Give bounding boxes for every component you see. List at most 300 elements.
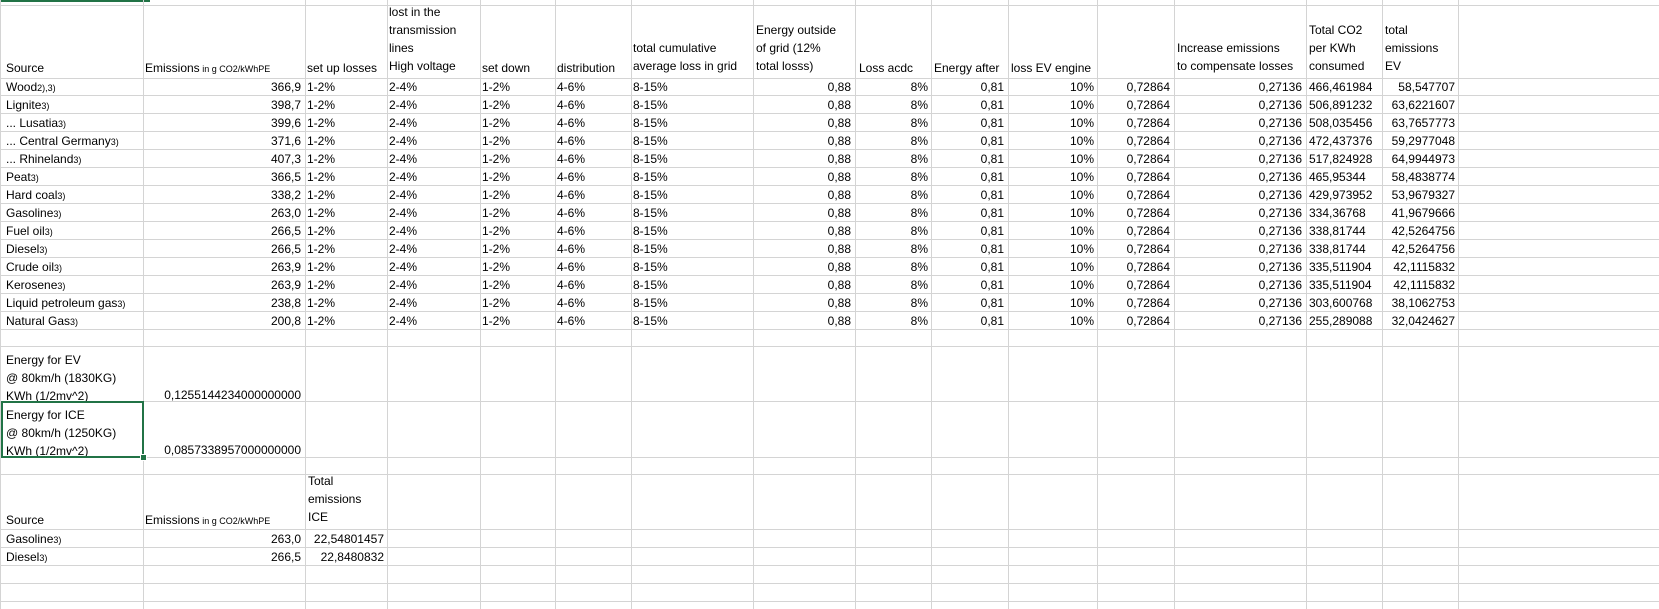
cell-total-emissions[interactable]: 63,7657773 bbox=[1391, 116, 1455, 130]
cell-loss-acdc[interactable]: 8% bbox=[910, 116, 928, 130]
cell-cumulative[interactable]: 8-15% bbox=[633, 242, 668, 256]
cell-high-voltage[interactable]: 2-4% bbox=[389, 170, 418, 184]
header-high-voltage[interactable]: lines bbox=[389, 41, 414, 55]
cell-total-co2[interactable]: 335,511904 bbox=[1309, 260, 1372, 274]
cell-setup[interactable]: 1-2% bbox=[307, 260, 336, 274]
cell-cumulative[interactable]: 8-15% bbox=[633, 170, 668, 184]
cell-factor[interactable]: 0,72864 bbox=[1126, 260, 1170, 274]
table-row-source[interactable] bbox=[6, 242, 47, 257]
cell-factor[interactable]: 0,72864 bbox=[1126, 80, 1170, 94]
ice-header-total[interactable]: emissions bbox=[308, 492, 362, 506]
cell-increase[interactable]: 0,27136 bbox=[1258, 170, 1302, 184]
cell-set-down[interactable]: 1-2% bbox=[482, 116, 511, 130]
header-increase-emissions[interactable]: Increase emissions bbox=[1177, 41, 1280, 55]
source-name: Fuel oil bbox=[6, 224, 45, 238]
cell-total-co2[interactable]: 429,973952 bbox=[1309, 188, 1373, 202]
ice-header-total[interactable]: ICE bbox=[308, 510, 329, 524]
footnote-marker: 3) bbox=[58, 119, 67, 129]
cell-set-down[interactable]: 1-2% bbox=[482, 188, 511, 202]
row-gridline bbox=[0, 257, 1659, 258]
cell-loss-ev[interactable]: 10% bbox=[1069, 134, 1094, 148]
cell-setup[interactable]: 1-2% bbox=[307, 206, 336, 220]
cell-emissions[interactable]: 263,9 bbox=[270, 260, 301, 274]
cell-cumulative[interactable]: 8-15% bbox=[633, 98, 668, 112]
cell-energy-outside[interactable]: 0,88 bbox=[827, 170, 851, 184]
cell-distribution[interactable]: 4-6% bbox=[557, 80, 586, 94]
cell-high-voltage[interactable]: 2-4% bbox=[389, 278, 418, 292]
source-name: Wood bbox=[6, 80, 38, 94]
header-high-voltage[interactable]: lost in the bbox=[389, 5, 441, 19]
header-total-co2[interactable]: Total CO2 bbox=[1309, 23, 1363, 37]
cell-energy-after[interactable]: 0,81 bbox=[980, 224, 1004, 238]
row-gridline bbox=[0, 203, 1659, 204]
cell-distribution[interactable]: 4-6% bbox=[557, 170, 586, 184]
cell-emissions[interactable]: 366,9 bbox=[270, 80, 301, 94]
cell-factor[interactable]: 0,72864 bbox=[1126, 134, 1170, 148]
cell-loss-ev[interactable]: 10% bbox=[1069, 242, 1094, 256]
cell-factor[interactable]: 0,72864 bbox=[1126, 188, 1170, 202]
cell-total-co2[interactable]: 334,36768 bbox=[1309, 206, 1366, 220]
cell-high-voltage[interactable]: 2-4% bbox=[389, 314, 418, 328]
source-name: Liquid petroleum gas bbox=[6, 296, 118, 310]
cell-loss-ev[interactable]: 10% bbox=[1069, 152, 1094, 166]
table-row-source[interactable] bbox=[6, 296, 125, 311]
active-cell-selection[interactable] bbox=[1, 401, 144, 458]
cell-loss-ev[interactable]: 10% bbox=[1069, 98, 1094, 112]
cell-cumulative[interactable]: 8-15% bbox=[633, 224, 668, 238]
cell-distribution[interactable]: 4-6% bbox=[557, 134, 586, 148]
cell-loss-ev[interactable]: 10% bbox=[1069, 278, 1094, 292]
cell-loss-acdc[interactable]: 8% bbox=[910, 242, 928, 256]
footnote-marker: 2),3) bbox=[37, 83, 56, 93]
table-row-source[interactable] bbox=[6, 152, 81, 167]
cell-loss-acdc[interactable]: 8% bbox=[910, 152, 928, 166]
cell-energy-outside[interactable]: 0,88 bbox=[827, 224, 851, 238]
cell-emissions[interactable]: 398,7 bbox=[270, 98, 301, 112]
ev-energy-label[interactable]: KWh (1/2mv^2) bbox=[6, 389, 89, 403]
cell-emissions[interactable]: 266,5 bbox=[270, 224, 301, 238]
cell-total-emissions[interactable]: 38,1062753 bbox=[1391, 296, 1455, 310]
footnote-marker: 3) bbox=[70, 317, 79, 327]
ice-cell-total[interactable]: 22,8480832 bbox=[320, 550, 384, 564]
row-gridline bbox=[0, 167, 1659, 168]
cell-total-emissions[interactable]: 58,4838774 bbox=[1391, 170, 1455, 184]
cell-energy-after[interactable]: 0,81 bbox=[980, 296, 1004, 310]
cell-total-emissions[interactable]: 42,5264756 bbox=[1391, 242, 1455, 256]
header-energy-outside[interactable]: of grid (12% bbox=[756, 41, 821, 55]
cell-total-co2[interactable]: 466,461984 bbox=[1309, 80, 1373, 94]
footnote-marker: 3) bbox=[54, 263, 63, 273]
cell-emissions[interactable]: 266,5 bbox=[270, 242, 301, 256]
row-gridline bbox=[0, 131, 1659, 132]
footnote-marker: 3) bbox=[53, 535, 62, 545]
cell-emissions[interactable]: 200,8 bbox=[270, 314, 301, 328]
cell-energy-after[interactable]: 0,81 bbox=[980, 170, 1004, 184]
header-distribution[interactable]: distribution bbox=[557, 61, 616, 75]
cell-energy-outside[interactable]: 0,88 bbox=[827, 116, 851, 130]
ice-energy-label[interactable]: Energy for ICE bbox=[6, 408, 85, 422]
cell-energy-outside[interactable]: 0,88 bbox=[827, 80, 851, 94]
table-row-source[interactable] bbox=[6, 80, 56, 95]
column-gridline bbox=[387, 0, 388, 609]
ev-energy-label[interactable]: Energy for EV bbox=[6, 353, 81, 367]
cell-total-co2[interactable]: 508,035456 bbox=[1309, 116, 1373, 130]
cell-cumulative[interactable]: 8-15% bbox=[633, 314, 668, 328]
cell-loss-ev[interactable]: 10% bbox=[1069, 296, 1094, 310]
cell-increase[interactable]: 0,27136 bbox=[1258, 134, 1302, 148]
header-setup-losses[interactable]: set up losses bbox=[307, 61, 378, 75]
cell-high-voltage[interactable]: 2-4% bbox=[389, 152, 418, 166]
cell-loss-ev[interactable]: 10% bbox=[1069, 170, 1094, 184]
cell-energy-after[interactable]: 0,81 bbox=[980, 98, 1004, 112]
cell-loss-acdc[interactable]: 8% bbox=[910, 278, 928, 292]
cell-setup[interactable]: 1-2% bbox=[307, 80, 336, 94]
cell-cumulative[interactable]: 8-15% bbox=[633, 116, 668, 130]
cell-increase[interactable]: 0,27136 bbox=[1258, 314, 1302, 328]
cell-high-voltage[interactable]: 2-4% bbox=[389, 80, 418, 94]
ice-energy-label[interactable]: @ 80km/h (1250KG) bbox=[6, 426, 117, 440]
cell-distribution[interactable]: 4-6% bbox=[557, 260, 586, 274]
row-gridline bbox=[0, 221, 1659, 222]
row-gridline bbox=[0, 5, 1659, 6]
ev-energy-value[interactable]: 0,1255144234000000000 bbox=[164, 388, 301, 402]
source-name: Gasoline bbox=[6, 532, 54, 546]
header-increase-emissions[interactable]: to compensate losses bbox=[1177, 59, 1294, 73]
table-row-source[interactable] bbox=[6, 134, 119, 149]
header-total-emissions-ev[interactable]: EV bbox=[1385, 59, 1402, 73]
cell-loss-ev[interactable]: 10% bbox=[1069, 116, 1094, 130]
table-row-source[interactable] bbox=[6, 314, 78, 329]
cell-emissions[interactable]: 407,3 bbox=[270, 152, 301, 166]
table-row-source[interactable] bbox=[6, 224, 53, 239]
ice-header-total[interactable]: Total bbox=[308, 474, 334, 488]
cell-setup[interactable]: 1-2% bbox=[307, 314, 336, 328]
cell-total-emissions[interactable]: 42,5264756 bbox=[1391, 224, 1455, 238]
footnote-marker: 3) bbox=[57, 191, 66, 201]
cell-cumulative[interactable]: 8-15% bbox=[633, 296, 668, 310]
cell-set-down[interactable]: 1-2% bbox=[482, 314, 511, 328]
cell-total-emissions[interactable]: 42,1115832 bbox=[1393, 260, 1455, 274]
cell-energy-after[interactable]: 0,81 bbox=[980, 278, 1004, 292]
cell-energy-outside[interactable]: 0,88 bbox=[827, 152, 851, 166]
column-gridline bbox=[1458, 0, 1459, 609]
column-gridline bbox=[631, 0, 632, 609]
cell-factor[interactable]: 0,72864 bbox=[1126, 224, 1170, 238]
cell-setup[interactable]: 1-2% bbox=[307, 296, 336, 310]
cell-increase[interactable]: 0,27136 bbox=[1258, 260, 1302, 274]
ice-cell-total[interactable]: 22,54801457 bbox=[313, 532, 384, 546]
table-row-source[interactable] bbox=[6, 98, 49, 113]
header-total-emissions-ev[interactable]: emissions bbox=[1385, 41, 1439, 55]
cell-set-down[interactable]: 1-2% bbox=[482, 224, 511, 238]
footnote-marker: 3) bbox=[39, 245, 48, 255]
header-energy-after[interactable]: Energy after bbox=[934, 61, 1000, 75]
cell-energy-outside[interactable]: 0,88 bbox=[827, 134, 851, 148]
cell-factor[interactable]: 0,72864 bbox=[1126, 206, 1170, 220]
cell-total-co2[interactable]: 517,824928 bbox=[1309, 152, 1373, 166]
cell-factor[interactable]: 0,72864 bbox=[1126, 278, 1170, 292]
cell-factor[interactable]: 0,72864 bbox=[1126, 98, 1170, 112]
cell-total-co2[interactable]: 338,81744 bbox=[1309, 224, 1366, 238]
cell-set-down[interactable]: 1-2% bbox=[482, 80, 511, 94]
cell-emissions[interactable]: 338,2 bbox=[270, 188, 301, 202]
cell-increase[interactable]: 0,27136 bbox=[1258, 188, 1302, 202]
cell-loss-ev[interactable]: 10% bbox=[1069, 314, 1094, 328]
cell-loss-ev[interactable]: 10% bbox=[1069, 188, 1094, 202]
cell-loss-ev[interactable]: 10% bbox=[1069, 206, 1094, 220]
cell-setup[interactable]: 1-2% bbox=[307, 242, 336, 256]
ice-header-emissions[interactable] bbox=[145, 513, 270, 528]
cell-setup[interactable]: 1-2% bbox=[307, 152, 336, 166]
cell-total-emissions[interactable]: 58,547707 bbox=[1398, 80, 1455, 94]
cell-energy-outside[interactable]: 0,88 bbox=[827, 242, 851, 256]
cell-increase[interactable]: 0,27136 bbox=[1258, 278, 1302, 292]
row-gridline bbox=[0, 78, 1659, 79]
cell-set-down[interactable]: 1-2% bbox=[482, 278, 511, 292]
table-row-source[interactable] bbox=[6, 206, 61, 221]
row-gridline bbox=[0, 547, 1659, 548]
cell-high-voltage[interactable]: 2-4% bbox=[389, 116, 418, 130]
cell-energy-outside[interactable]: 0,88 bbox=[827, 188, 851, 202]
cell-increase[interactable]: 0,27136 bbox=[1258, 296, 1302, 310]
header-energy-outside[interactable]: total losss) bbox=[756, 59, 814, 73]
cell-total-emissions[interactable]: 63,6221607 bbox=[1391, 98, 1455, 112]
cell-setup[interactable]: 1-2% bbox=[307, 134, 336, 148]
ice-cell-emissions[interactable]: 266,5 bbox=[270, 550, 301, 564]
cell-high-voltage[interactable]: 2-4% bbox=[389, 98, 418, 112]
cell-set-down[interactable]: 1-2% bbox=[482, 134, 511, 148]
footnote-marker: 3) bbox=[73, 155, 82, 165]
cell-set-down[interactable]: 1-2% bbox=[482, 170, 511, 184]
cell-total-co2[interactable]: 255,289088 bbox=[1309, 314, 1373, 328]
cell-total-co2[interactable]: 338,81744 bbox=[1309, 242, 1366, 256]
cell-high-voltage[interactable]: 2-4% bbox=[389, 188, 418, 202]
cell-setup[interactable]: 1-2% bbox=[307, 170, 336, 184]
header-source[interactable]: Source bbox=[6, 61, 45, 75]
cell-total-co2[interactable]: 303,600768 bbox=[1309, 296, 1373, 310]
cell-set-down[interactable]: 1-2% bbox=[482, 242, 511, 256]
cell-factor[interactable]: 0,72864 bbox=[1126, 242, 1170, 256]
row-gridline bbox=[0, 95, 1659, 96]
cell-setup[interactable]: 1-2% bbox=[307, 278, 336, 292]
cell-factor[interactable]: 0,72864 bbox=[1126, 116, 1170, 130]
cell-factor[interactable]: 0,72864 bbox=[1126, 296, 1170, 310]
source-name: ... Rhineland bbox=[6, 152, 74, 166]
cell-factor[interactable]: 0,72864 bbox=[1126, 314, 1170, 328]
cell-energy-after[interactable]: 0,81 bbox=[980, 134, 1004, 148]
cell-total-co2[interactable]: 465,95344 bbox=[1309, 170, 1366, 184]
cell-total-emissions[interactable]: 41,9679666 bbox=[1391, 206, 1455, 220]
cell-set-down[interactable]: 1-2% bbox=[482, 260, 511, 274]
cell-high-voltage[interactable]: 2-4% bbox=[389, 242, 418, 256]
cell-energy-outside[interactable]: 0,88 bbox=[827, 314, 851, 328]
ice-cell-emissions[interactable]: 263,0 bbox=[270, 532, 301, 546]
cell-loss-acdc[interactable]: 8% bbox=[910, 98, 928, 112]
cell-high-voltage[interactable]: 2-4% bbox=[389, 206, 418, 220]
header-total-co2[interactable]: consumed bbox=[1309, 59, 1365, 73]
cell-loss-acdc[interactable]: 8% bbox=[910, 296, 928, 310]
cell-energy-after[interactable]: 0,81 bbox=[980, 242, 1004, 256]
cell-distribution[interactable]: 4-6% bbox=[557, 224, 586, 238]
cell-energy-outside[interactable]: 0,88 bbox=[827, 206, 851, 220]
table-row-source[interactable] bbox=[6, 260, 62, 275]
cell-loss-acdc[interactable]: 8% bbox=[910, 206, 928, 220]
cell-energy-after[interactable]: 0,81 bbox=[980, 116, 1004, 130]
cell-total-co2[interactable]: 335,511904 bbox=[1309, 278, 1372, 292]
active-column-accent bbox=[0, 0, 150, 2]
cell-total-emissions[interactable]: 64,9944973 bbox=[1391, 152, 1455, 166]
cell-loss-ev[interactable]: 10% bbox=[1069, 80, 1094, 94]
table-row-source[interactable] bbox=[6, 170, 39, 185]
cell-loss-acdc[interactable]: 8% bbox=[910, 224, 928, 238]
cell-energy-after[interactable]: 0,81 bbox=[980, 188, 1004, 202]
cell-factor[interactable]: 0,72864 bbox=[1126, 170, 1170, 184]
cell-emissions[interactable]: 399,6 bbox=[270, 116, 301, 130]
cell-loss-acdc[interactable]: 8% bbox=[910, 80, 928, 94]
cell-cumulative[interactable]: 8-15% bbox=[633, 80, 668, 94]
row-gridline bbox=[0, 457, 1659, 458]
cell-set-down[interactable]: 1-2% bbox=[482, 206, 511, 220]
fill-handle[interactable] bbox=[140, 454, 147, 461]
cell-emissions[interactable]: 371,6 bbox=[270, 134, 301, 148]
cell-set-down[interactable]: 1-2% bbox=[482, 98, 511, 112]
emissions-label: Emissions bbox=[145, 61, 200, 75]
emissions-unit: in g CO2/kWhPE bbox=[199, 516, 271, 526]
cell-cumulative[interactable]: 8-15% bbox=[633, 152, 668, 166]
header-set-down[interactable]: set down bbox=[482, 61, 531, 75]
cell-distribution[interactable]: 4-6% bbox=[557, 278, 586, 292]
source-name: ... Lusatia bbox=[6, 116, 59, 130]
column-gridline bbox=[0, 0, 1, 609]
cell-increase[interactable]: 0,27136 bbox=[1258, 98, 1302, 112]
cell-distribution[interactable]: 4-6% bbox=[557, 152, 586, 166]
row-gridline bbox=[0, 311, 1659, 312]
cell-loss-ev[interactable]: 10% bbox=[1069, 260, 1094, 274]
column-gridline bbox=[1306, 0, 1307, 609]
cell-cumulative[interactable]: 8-15% bbox=[633, 188, 668, 202]
ice-row-source[interactable] bbox=[6, 550, 47, 565]
cell-emissions[interactable]: 263,0 bbox=[270, 206, 301, 220]
row-gridline bbox=[0, 583, 1659, 584]
cell-total-co2[interactable]: 506,891232 bbox=[1309, 98, 1373, 112]
header-loss-acdc[interactable]: Loss acdc bbox=[859, 61, 914, 75]
cell-set-down[interactable]: 1-2% bbox=[482, 296, 511, 310]
cell-increase[interactable]: 0,27136 bbox=[1258, 116, 1302, 130]
header-total-cumulative[interactable]: total cumulative bbox=[633, 41, 717, 55]
cell-factor[interactable]: 0,72864 bbox=[1126, 152, 1170, 166]
ice-energy-label[interactable]: KWh (1/2mv^2) bbox=[6, 444, 89, 458]
cell-setup[interactable]: 1-2% bbox=[307, 188, 336, 202]
cell-high-voltage[interactable]: 2-4% bbox=[389, 296, 418, 310]
cell-cumulative[interactable]: 8-15% bbox=[633, 278, 668, 292]
cell-loss-acdc[interactable]: 8% bbox=[910, 134, 928, 148]
cell-energy-after[interactable]: 0,81 bbox=[980, 206, 1004, 220]
cell-energy-after[interactable]: 0,81 bbox=[980, 80, 1004, 94]
cell-high-voltage[interactable]: 2-4% bbox=[389, 134, 418, 148]
cell-increase[interactable]: 0,27136 bbox=[1258, 152, 1302, 166]
cell-energy-outside[interactable]: 0,88 bbox=[827, 260, 851, 274]
cell-increase[interactable]: 0,27136 bbox=[1258, 242, 1302, 256]
header-total-cumulative[interactable]: average loss in grid bbox=[633, 59, 738, 73]
cell-emissions[interactable]: 238,8 bbox=[270, 296, 301, 310]
header-high-voltage[interactable]: High voltage bbox=[389, 59, 456, 73]
cell-total-emissions[interactable]: 42,1115832 bbox=[1393, 278, 1455, 292]
cell-loss-acdc[interactable]: 8% bbox=[910, 188, 928, 202]
row-gridline bbox=[0, 149, 1659, 150]
row-gridline bbox=[0, 293, 1659, 294]
cell-energy-outside[interactable]: 0,88 bbox=[827, 296, 851, 310]
cell-increase[interactable]: 0,27136 bbox=[1258, 224, 1302, 238]
header-emissions[interactable] bbox=[145, 61, 270, 76]
footnote-marker: 3) bbox=[53, 209, 62, 219]
row-gridline bbox=[0, 529, 1659, 530]
cell-total-emissions[interactable]: 59,2977048 bbox=[1391, 134, 1455, 148]
cell-loss-acdc[interactable]: 8% bbox=[910, 314, 928, 328]
header-loss-ev-engine[interactable]: loss EV engine bbox=[1011, 61, 1092, 75]
cell-increase[interactable]: 0,27136 bbox=[1258, 80, 1302, 94]
cell-energy-outside[interactable]: 0,88 bbox=[827, 278, 851, 292]
cell-distribution[interactable]: 4-6% bbox=[557, 98, 586, 112]
cell-total-co2[interactable]: 472,437376 bbox=[1309, 134, 1373, 148]
source-name: Hard coal bbox=[6, 188, 58, 202]
cell-high-voltage[interactable]: 2-4% bbox=[389, 224, 418, 238]
cell-energy-after[interactable]: 0,81 bbox=[980, 260, 1004, 274]
cell-increase[interactable]: 0,27136 bbox=[1258, 206, 1302, 220]
cell-distribution[interactable]: 4-6% bbox=[557, 188, 586, 202]
header-total-co2[interactable]: per KWh bbox=[1309, 41, 1356, 55]
table-row-source[interactable] bbox=[6, 188, 65, 203]
ice-header-source[interactable]: Source bbox=[6, 513, 45, 527]
cell-setup[interactable]: 1-2% bbox=[307, 116, 336, 130]
cell-distribution[interactable]: 4-6% bbox=[557, 296, 586, 310]
row-gridline bbox=[0, 239, 1659, 240]
cell-cumulative[interactable]: 8-15% bbox=[633, 260, 668, 274]
cell-loss-acdc[interactable]: 8% bbox=[910, 260, 928, 274]
cell-loss-ev[interactable]: 10% bbox=[1069, 224, 1094, 238]
header-energy-outside[interactable]: Energy outside bbox=[756, 23, 837, 37]
ice-energy-value[interactable]: 0,0857338957000000000 bbox=[164, 443, 301, 457]
cell-energy-after[interactable]: 0,81 bbox=[980, 314, 1004, 328]
header-high-voltage[interactable]: transmission bbox=[389, 23, 457, 37]
cell-setup[interactable]: 1-2% bbox=[307, 98, 336, 112]
cell-set-down[interactable]: 1-2% bbox=[482, 152, 511, 166]
cell-emissions[interactable]: 366,5 bbox=[270, 170, 301, 184]
cell-distribution[interactable]: 4-6% bbox=[557, 242, 586, 256]
cell-setup[interactable]: 1-2% bbox=[307, 224, 336, 238]
cell-distribution[interactable]: 4-6% bbox=[557, 314, 586, 328]
cell-cumulative[interactable]: 8-15% bbox=[633, 206, 668, 220]
cell-distribution[interactable]: 4-6% bbox=[557, 206, 586, 220]
header-total-emissions-ev[interactable]: total bbox=[1385, 23, 1408, 37]
column-gridline bbox=[480, 0, 481, 609]
cell-high-voltage[interactable]: 2-4% bbox=[389, 260, 418, 274]
cell-total-emissions[interactable]: 53,9679327 bbox=[1391, 188, 1455, 202]
cell-cumulative[interactable]: 8-15% bbox=[633, 134, 668, 148]
table-row-source[interactable] bbox=[6, 116, 66, 131]
ice-row-source[interactable] bbox=[6, 532, 61, 547]
cell-loss-acdc[interactable]: 8% bbox=[910, 170, 928, 184]
ev-energy-label[interactable]: @ 80km/h (1830KG) bbox=[6, 371, 117, 385]
cell-energy-after[interactable]: 0,81 bbox=[980, 152, 1004, 166]
cell-energy-outside[interactable]: 0,88 bbox=[827, 98, 851, 112]
footnote-marker: 3) bbox=[44, 227, 53, 237]
source-name: Gasoline bbox=[6, 206, 54, 220]
table-row-source[interactable] bbox=[6, 278, 65, 293]
cell-distribution[interactable]: 4-6% bbox=[557, 116, 586, 130]
cell-total-emissions[interactable]: 32,0424627 bbox=[1391, 314, 1455, 328]
footnote-marker: 3) bbox=[30, 173, 39, 183]
cell-emissions[interactable]: 263,9 bbox=[270, 278, 301, 292]
